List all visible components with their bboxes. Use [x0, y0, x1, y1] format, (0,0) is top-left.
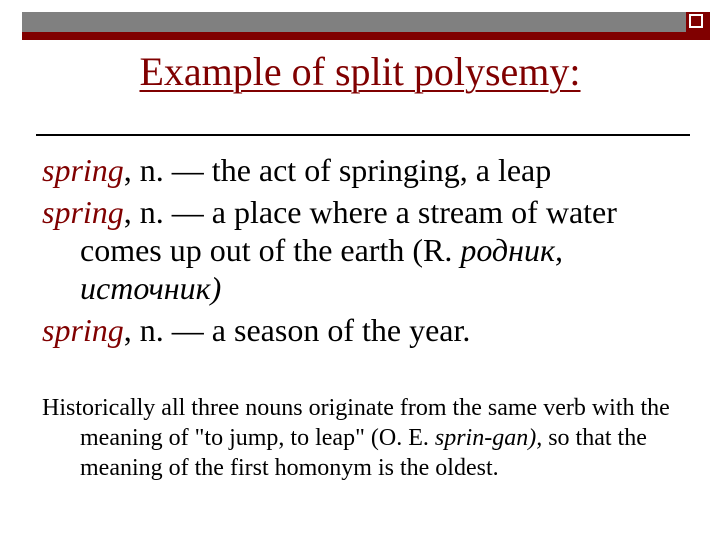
title-divider	[36, 134, 690, 136]
note-text-1: Historically all three nouns originate from the same verb with the meaning of "to jump, to leap" (O. E.	[42, 395, 670, 451]
note-italic: sprin-gan),	[434, 425, 543, 451]
russian-equivalents: родник, источник)	[80, 232, 563, 306]
decorative-top-bar	[22, 12, 686, 40]
definition-text: , n. — a season of the year.	[123, 312, 471, 348]
corner-square-inner	[689, 14, 703, 28]
headword: spring	[42, 152, 124, 188]
definitions-list	[42, 151, 702, 353]
historical-note	[42, 393, 720, 483]
definition-item	[42, 193, 702, 307]
headword: spring	[42, 312, 124, 348]
definition-item	[42, 311, 702, 349]
corner-square-icon	[686, 12, 710, 40]
top-bar-gray	[22, 12, 686, 32]
headword: spring	[42, 194, 124, 230]
definition-text: , n. — the act of springing, a leap	[123, 152, 552, 188]
definition-text: , n. — a place where a stream of water comes up out of the earth (R.	[80, 194, 617, 268]
slide-title: Example of split polysemy:	[139, 49, 581, 94]
definition-item	[42, 151, 702, 189]
note-text-2: so that the meaning of the first homonym is the oldest.	[80, 425, 647, 481]
top-bar-maroon	[22, 32, 686, 40]
